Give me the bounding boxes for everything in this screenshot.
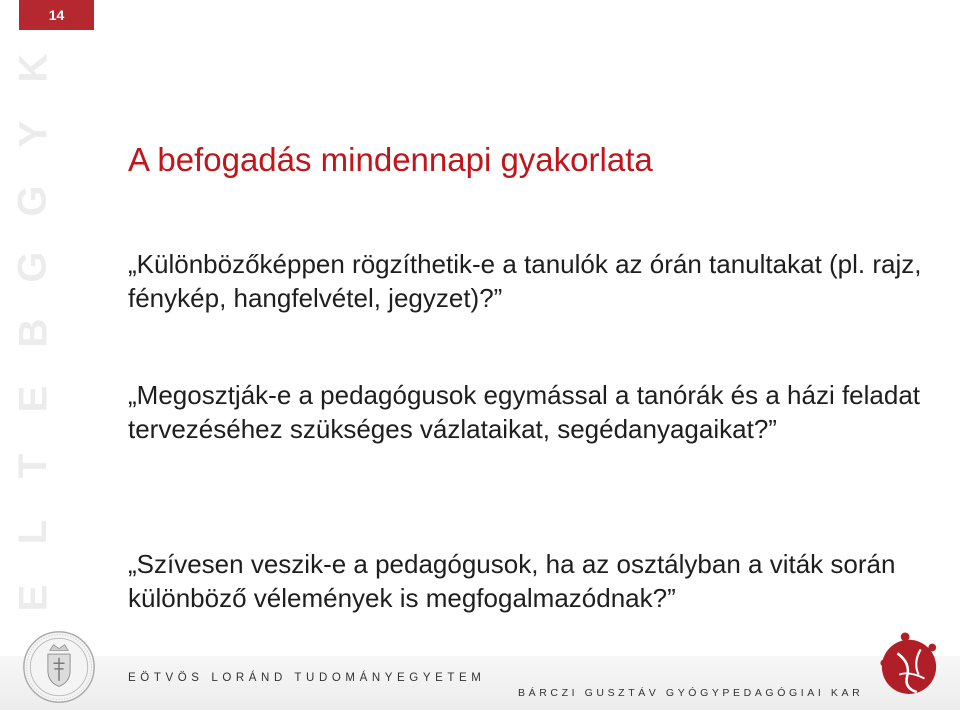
- slide-number: [19, 0, 94, 30]
- question-3: „Szívesen veszik-e a pedagógusok, ha az osztályban a viták során különböző vélemények is megfogalmazódnak?”: [128, 549, 896, 613]
- watermark-letter: E: [11, 584, 55, 612]
- slide-number-text: 14: [48, 7, 65, 23]
- watermark-letter: T: [11, 453, 55, 478]
- question-2: „Megosztják-e a pedagógusok egymással a tanórák és a házi feladat tervezéséhez szükséges vázlataikat, segédanyagaikat?”: [128, 380, 921, 444]
- faculty-logo-icon: [878, 628, 940, 698]
- watermark-letter: Y: [11, 120, 55, 148]
- faculty-name: BÁRCZI GUSZTÁV GYÓGYPEDAGÓGIAI KAR: [518, 687, 864, 699]
- question-1: „Különbözőképpen rögzíthetik-e a tanulók az órán tanultakat (pl. rajz, fénykép, hangfelvétel, jegyzet)?”: [128, 249, 922, 313]
- university-seal-icon: [22, 630, 96, 704]
- watermark-letter: G: [11, 184, 55, 217]
- watermark-letter: L: [11, 519, 55, 544]
- watermark-letter: B: [10, 318, 55, 348]
- slide-title: A befogadás mindennapi gyakorlata: [128, 141, 653, 178]
- watermark-letter: E: [11, 385, 55, 413]
- watermark-letter: G: [11, 251, 55, 283]
- university-name: EÖTVÖS LORÁND TUDOMÁNYEGYETEM: [128, 672, 486, 684]
- elte-bggyk-watermark: [10, 48, 55, 618]
- watermark-letter: K: [10, 53, 55, 83]
